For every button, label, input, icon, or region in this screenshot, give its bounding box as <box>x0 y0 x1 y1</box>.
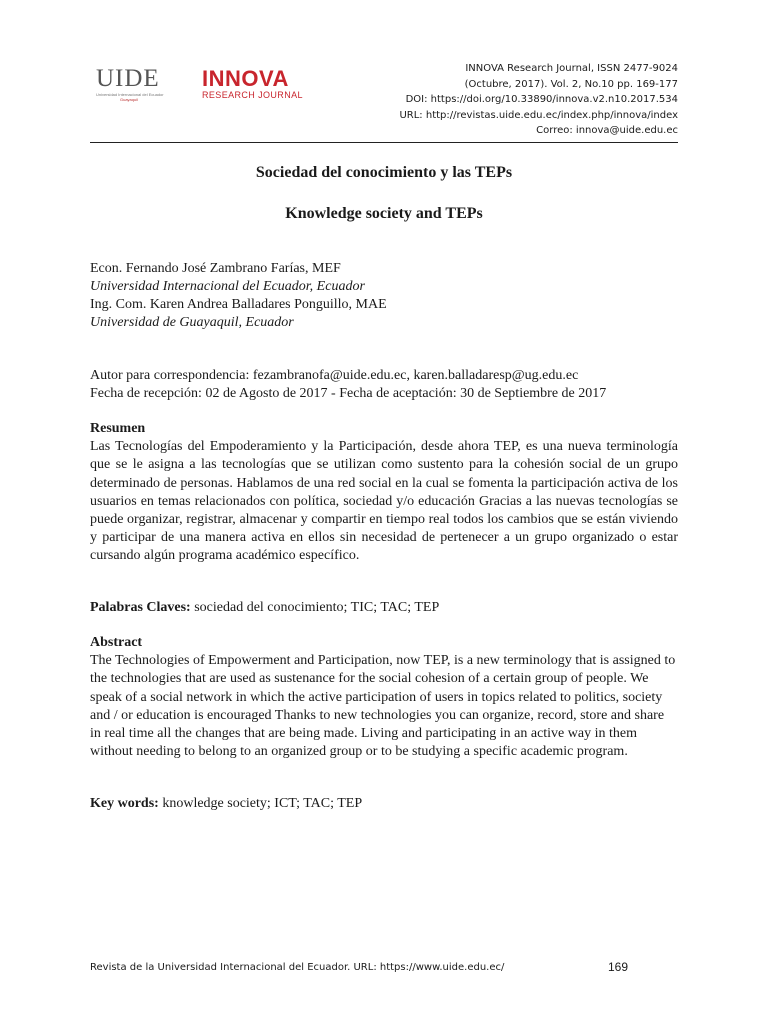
resumen-line: real todos los cambios que se están viviendo y participar de una manera activa en ellos sin <box>90 512 678 546</box>
abstract-line: academic program. <box>520 744 628 760</box>
correspondence-emails[interactable]: Autor para correspondencia: fezambranofa@uide.edu.ec, karen.balladaresp@ug.edu.ec <box>90 368 579 383</box>
abstract-line: an active way in them without needing to belong to an organized group or to be studying a specific <box>90 726 637 760</box>
resumen-line: Gracias a las nuevas tecnologías se puede organizar, registrar, almacenar y compartir en tiempo <box>90 493 678 528</box>
keywords-english-value: knowledge society; ICT; TAC; TEP <box>158 796 363 811</box>
journal-header-info <box>348 61 678 139</box>
author-block <box>90 296 678 332</box>
resumen-line: Las Tecnologías del Empoderamiento y la Participación, desde ahora TEP, es una nueva <box>90 439 602 455</box>
keywords-spanish-label: Palabras Claves: <box>90 600 191 615</box>
uide-logo-subtitle: Universidad Internacional del Ecuador <box>96 92 164 97</box>
reception-dates: Fecha de recepción: 02 de Agosto de 2017 - Fecha de aceptación: 30 de Septiembre de 2017 <box>90 386 607 402</box>
correspondence-block <box>90 367 678 403</box>
resumen-line: necesidad de pertenecer a un grupo organizado o estar cursando algún programa académico <box>90 530 678 564</box>
abstract-line: The Technologies of Empowerment and Participation, now TEP, is a new terminology that is <box>90 653 610 669</box>
resumen-line: participación activa de los usuarios en temas relacionados con política, sociedad y/o educación <box>90 475 679 509</box>
journal-issue-line: (Octubre, 2017). Vol. 2, No.10 pp. 169-177 <box>464 78 678 90</box>
author-affiliation: Universidad de Guayaquil, Ecuador <box>90 315 294 331</box>
resumen-paragraph <box>90 438 678 565</box>
keywords-english-label: Key words: <box>90 796 159 811</box>
abstract-line: assigned to the technologies that are used as sustenance for the social cohesion of a certain group <box>90 653 676 687</box>
uide-logo-word: UIDE <box>96 65 160 92</box>
uide-logo <box>96 66 178 106</box>
journal-issn-line: INNOVA Research Journal, ISSN 2477-9024 <box>465 63 678 74</box>
author-name: Ing. Com. Karen Andrea Balladares Ponguillo, MAE <box>90 297 387 312</box>
keywords-spanish <box>90 599 678 617</box>
article-title-english: Knowledge society and TEPs <box>285 205 483 222</box>
author-affiliation: Universidad Internacional del Ecuador, Ecuador <box>90 279 365 295</box>
keywords-english <box>90 795 678 813</box>
abstract-paragraph <box>90 652 678 761</box>
page-number: 169 <box>608 960 629 974</box>
journal-doi-line[interactable]: DOI: https://doi.org/10.33890/innova.v2.n10.2017.534 <box>405 94 678 105</box>
author-block <box>90 260 678 296</box>
abstract-heading: Abstract <box>90 635 143 650</box>
resumen-line: terminología que se le asigna a las tecnologías que se utilizan como sustento para la cohesión social <box>90 439 678 473</box>
keywords-spanish-value: sociedad del conocimiento; TIC; TAC; TEP <box>190 600 440 615</box>
innova-logo <box>202 68 312 104</box>
uide-logo-city: Guayaquil <box>120 97 139 102</box>
article-title-spanish: Sociedad del conocimiento y las TEPs <box>255 164 513 181</box>
innova-logo-subtitle: RESEARCH JOURNAL <box>202 90 303 100</box>
abstract-line: of people. We speak of a social network in which the active participation of users in topics related <box>90 671 649 705</box>
abstract-section <box>90 634 678 761</box>
resumen-line: de un grupo determinado de personas. Hablamos de una red social en la cual se fomenta la <box>90 457 678 491</box>
abstract-line: record, store and share in real time all the changes that are being made. Living and participating in <box>90 707 665 742</box>
resumen-section <box>90 420 678 566</box>
author-name: Econ. Fernando José Zambrano Farías, MEF <box>90 261 341 276</box>
resumen-line: específico. <box>299 548 360 564</box>
journal-url-line[interactable]: URL: http://revistas.uide.edu.ec/index.php/innova/index <box>399 109 678 121</box>
footer-journal-url[interactable]: Revista de la Universidad Internacional del Ecuador. URL: https://www.uide.edu.ec/ <box>90 962 505 973</box>
innova-logo-word: INNOVA <box>202 66 289 91</box>
header-divider <box>90 142 678 143</box>
abstract-line: to politics, society and / or education is encouraged Thanks to new technologies you can organize, <box>90 689 663 723</box>
resumen-heading: Resumen <box>90 421 146 436</box>
journal-email-line[interactable]: Correo: innova@uide.edu.ec <box>536 125 678 136</box>
